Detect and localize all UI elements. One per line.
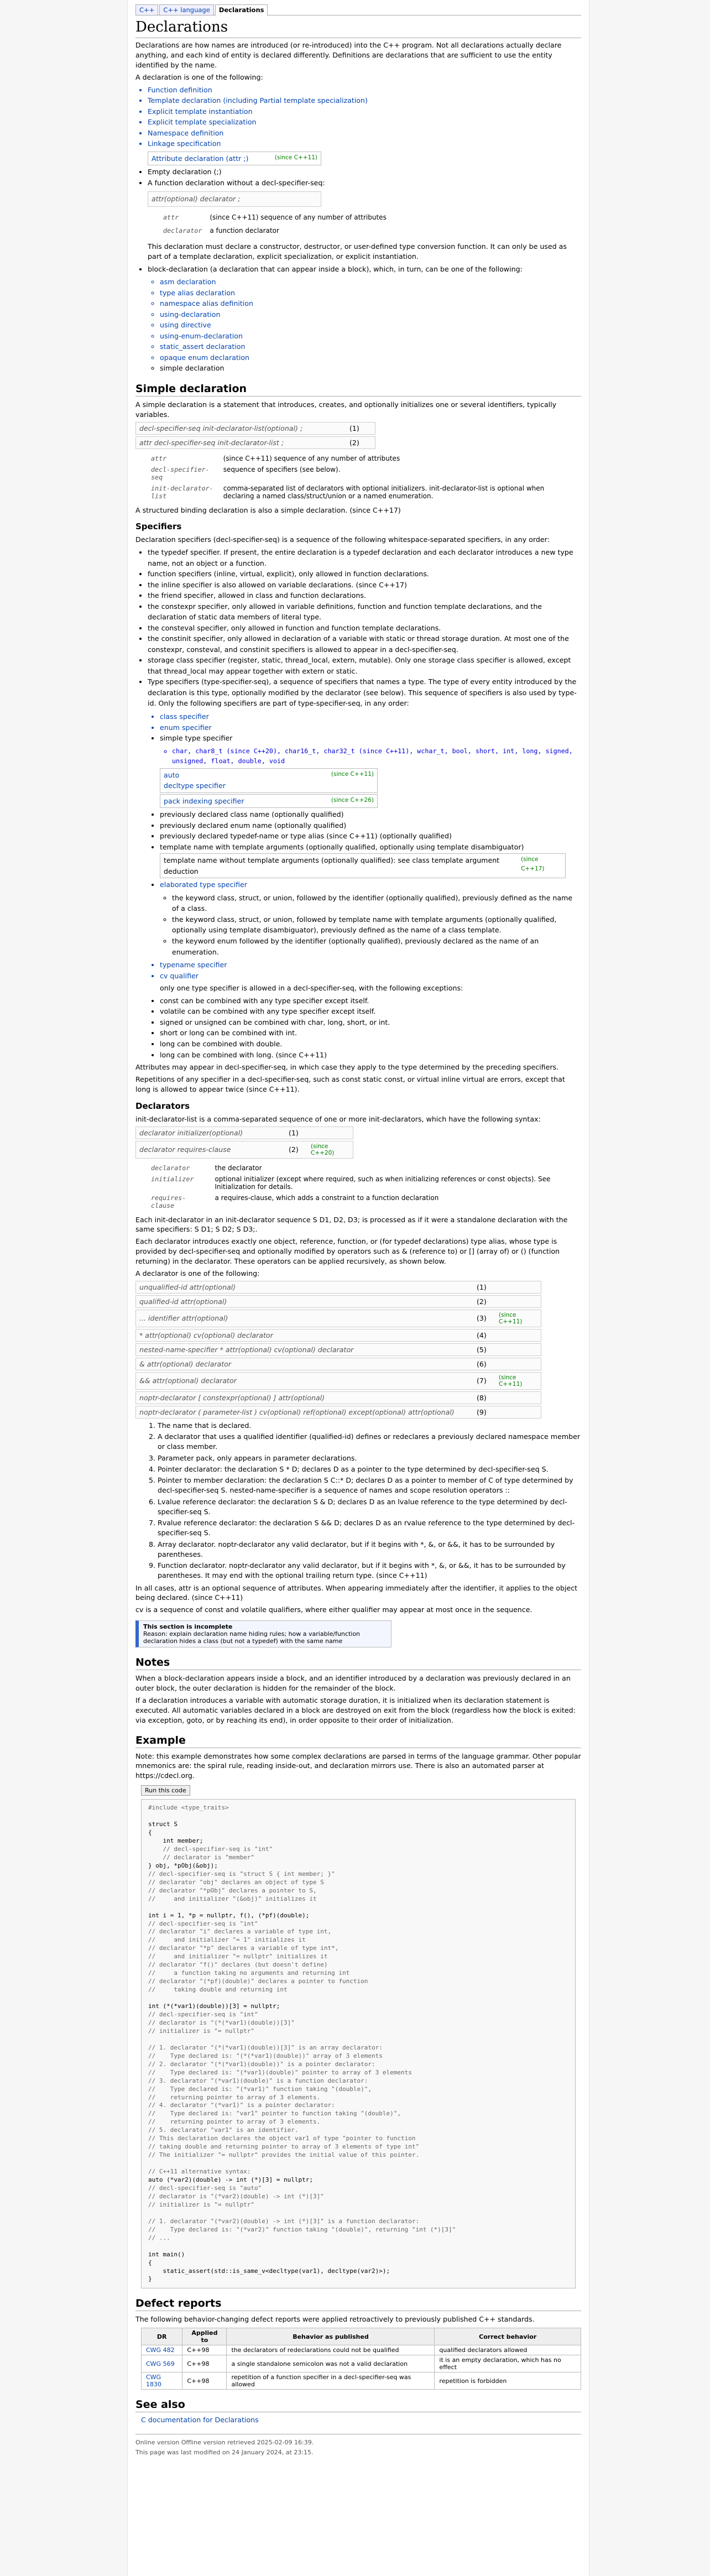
code-line <box>148 1812 568 1821</box>
type-specifier-exceptions <box>135 995 581 1060</box>
code-line: // declarator "f()" declares (but doesn't define) <box>148 1961 328 1969</box>
init-declarator-processing: Each init-declarator in an init-declarator sequence S D1, D2, D3; is processed as if it were a standalone declaration with the same specifiers: S D1; S D2; S D3;. <box>135 1215 568 1234</box>
declarator-explanation: 9. Function declarator. noptr-declarator any valid declarator, but if it begins with *, &, or &&, it has to be surrounded by parentheses. It may end with the optional trailing return type. (since C++11) <box>158 1561 581 1581</box>
declarator-def-desc: a requires-clause, which adds a constraint to a function declaration <box>215 1193 439 1202</box>
code-line: // This declaration declares the object var1 of type "pointer to function <box>148 2135 416 2142</box>
code-line: // a function taking no arguments and returning int <box>148 1969 350 1977</box>
code-line: // and initializer "(&obj)" initializes it <box>148 1895 317 1902</box>
simple-type-specifier: • simple type specifier ◦ char, char8_t (since C++20), char16_t, char32_t (since C++11), wchar_t, bool, short, int, long, signed, unsigned, float, double, void <box>160 733 581 766</box>
defect-cell: C++98 <box>182 2355 227 2372</box>
code-line: // declarator "i" declares a variable of type int, <box>148 1928 332 1936</box>
code-line: // 4. declarator "(*var1)" is a pointer declarator: <box>148 2102 335 2109</box>
class-specifier-link[interactable]: • class specifier <box>160 711 581 722</box>
code-line: // and initializer "= 1" initializes it <box>148 1936 306 1944</box>
declarator-form-row-text: qualified-id attr(optional) <box>139 1297 227 1306</box>
code-line: // Type declared is: "(*var2)" function taking "(double)", returning "int (*)[3]" <box>148 2225 456 2233</box>
declarators-intro: init-declarator-list is a comma-separated sequence of one or more init-declarators, which have the following syntax: <box>135 1114 541 1123</box>
code-line: // decl-specifier-seq is "int" <box>148 1845 273 1853</box>
declarator-form-row <box>135 1281 541 1294</box>
declarator-form-row-text: nested-name-specifier * attr(optional) cv(optional) declarator <box>139 1345 354 1354</box>
declarator-form-row-text: noptr-declarator [ constexpr(optional) ] attr(optional) <box>139 1393 325 1402</box>
declarator-form-row-text: ... identifier attr(optional) <box>139 1314 228 1323</box>
defect-cell: qualified declarators allowed <box>435 2345 581 2355</box>
code-line: // 2. declarator "(*(*var1)(double))" is a pointer declarator: <box>148 2060 375 2068</box>
block-declaration-kind[interactable]: ◦ static_assert declaration <box>160 341 581 352</box>
code-line <box>148 1994 568 2003</box>
declaration-kind-link[interactable]: • Explicit template instantiation <box>148 106 581 117</box>
block-declaration-list <box>148 277 581 374</box>
block-declaration-kind[interactable]: ◦ using-enum-declaration <box>160 331 581 342</box>
defect-cell: C++98 <box>182 2372 227 2390</box>
code-line: // decl-specifier-seq is "auto" <box>148 2184 262 2192</box>
init-declarator-syntax-row-text: declarator requires-clause <box>139 1145 231 1154</box>
declarator-form-row <box>135 1358 541 1370</box>
declarator-form-row-since: (since C++11) <box>499 1311 523 1325</box>
specifier-item: • the consteval specifier, only allowed in function and function template declarations. <box>148 623 581 634</box>
simple-type-keywords: ◦ char, char8_t (since C++20), char16_t, char32_t (since C++11), wchar_t, bool, short, int, long, signed, unsigned, float, double, void <box>172 746 581 766</box>
code-line: // declarator "obj" declares an object of type S <box>148 1878 324 1886</box>
defect-cell: repetition of a function specifier in a decl-specifier-seq was allowed <box>227 2372 435 2390</box>
example-intro: Note: this example demonstrates how some complex declarations are parsed in terms of the language grammar. Other popular mnemonics are: the spiral rule, reading inside-out, and declaration mirrors use. There is also an automated parser at https://cdecl.org. <box>135 1751 581 1780</box>
declarator-def-row <box>148 1193 580 1211</box>
declarator-form-row <box>135 1343 541 1356</box>
declaration-kinds-list <box>135 85 581 149</box>
attr-note: In all cases, attr is an optional sequence of attributes. When appearing immediately after the identifier, it applies to the object being declared. (since C++11) <box>135 1583 578 1602</box>
declarator-form-row-number: (9) <box>477 1407 487 1416</box>
defect-cell: it is an empty declaration, which has no effect <box>435 2355 581 2372</box>
code-line: struct S <box>148 1821 178 1828</box>
init-declarator-syntax-row <box>135 1141 353 1159</box>
example-code-block <box>141 1799 576 2288</box>
code-line: // Type declared is: "(*(*var1)(double))" array of 3 elements <box>148 2052 383 2059</box>
cv-qualifier-link[interactable]: • cv qualifier <box>160 971 581 982</box>
structured-binding-note: A structured binding declaration is also a simple declaration. (since C++17) <box>135 505 401 514</box>
enum-specifier-link[interactable]: • enum specifier <box>160 722 581 733</box>
declarator-def-desc: the declarator <box>215 1164 262 1172</box>
type-specifier-exception: • short or long can be combined with int. <box>160 1028 581 1039</box>
function-declaration-syntax: attr(optional) declarator ; <box>148 191 321 207</box>
tab-cpp-language[interactable]: C++ language <box>159 4 214 15</box>
code-line: // 1. declarator "(*(*var1)(double))[3]" is an array declarator: <box>148 2043 383 2051</box>
code-line: // 3. declarator "(*var1)(double)" is a function declarator: <box>148 2077 368 2084</box>
declarator-form-row <box>135 1391 541 1404</box>
type-specifier-exception: • long can be combined with long. (since C++11) <box>160 1050 581 1061</box>
code-line: // declarator is "(*var2)(double) -> int (*)[3]" <box>148 2192 324 2200</box>
code-line: // decl-specifier-seq is "int" <box>148 1920 258 1927</box>
init-declarator-defs <box>147 1162 581 1212</box>
block-declaration-item: • block-declaration (a declaration that can appear inside a block), which, in turn, can be one of the following: ◦ asm declaration ◦ type alias declaration ◦ namespace alias definition ◦ using-declaration ◦ using directive ◦ using-enum-declaration ◦ static_assert declaration ◦ opaque enum declaration ◦ simple declaration <box>148 264 581 374</box>
page-title: Declarations <box>135 19 581 38</box>
incomplete-section-notice: This section is incomplete Reason: explain declaration name hiding rules; how a variable/function declaration hides a class (but not a typedef) with the same name <box>135 1620 391 1647</box>
code-line: // decl-specifier-seq is "int" <box>148 2010 258 2018</box>
type-specifier-list <box>135 711 581 981</box>
defect-cell: C++98 <box>182 2345 227 2355</box>
code-line <box>148 1904 568 1912</box>
specifier-item: • the inline specifier is also allowed on variable declarations. (since C++17) <box>148 580 581 591</box>
declarator-forms-lead: A declarator is one of the following: <box>135 1269 260 1277</box>
page-footer <box>135 2434 581 2457</box>
code-line: auto (*var2)(double) -> int (*)[3] = nullptr; <box>148 2176 314 2184</box>
declarator-form-row-text: & attr(optional) declarator <box>139 1359 232 1368</box>
footer-modified: This page was last modified on 24 January 2024, at 23:15. <box>135 2448 314 2456</box>
code-line: // returning pointer to array of 3 elements. <box>148 2093 321 2101</box>
declarator-form-row <box>135 1406 541 1419</box>
specifier-item: • the typedef specifier. If present, the entire declaration is a typedef declaration and each declarator introduces a new type name, not an object or a function. <box>148 547 581 569</box>
elaborated-specifier-item: ◦ the keyword enum followed by the identifier (optionally qualified), previously declared as the name of an enumeration. <box>172 936 581 957</box>
defect-header-cell: Behavior as published <box>227 2328 435 2345</box>
defect-id-link[interactable]: CWG 1830 <box>142 2372 182 2390</box>
code-line: // initializer is "= nullptr" <box>148 2200 255 2208</box>
declarator-form-row-number: (2) <box>477 1297 487 1306</box>
block-declaration-kind[interactable]: ◦ asm declaration <box>160 277 581 288</box>
tab-cpp[interactable]: C++ <box>135 4 158 15</box>
declarator-explanation: 1. The name that is declared. <box>158 1421 581 1431</box>
defect-cell: a single standalone semicolon was not a valid declaration <box>227 2355 435 2372</box>
specifier-item: • the friend specifier, allowed in class and function declarations. <box>148 590 581 601</box>
specifier-item: • function specifiers (inline, virtual, explicit), only allowed in function declarations. <box>148 569 581 580</box>
defect-reports-intro: The following behavior-changing defect reports were applied retroactively to previously published C++ standards. <box>135 2315 535 2324</box>
specifiers-intro: Declaration specifiers (decl-specifier-seq) is a sequence of the following whitespace-separated specifiers, in any order: <box>135 535 550 544</box>
see-also-heading: See also <box>135 2398 581 2412</box>
code-line: // The initializer "= nullptr" provides the initial value of this pointer. <box>148 2151 420 2159</box>
declarator-form-row <box>135 1329 541 1342</box>
c-documentation-link[interactable]: C documentation for Declarations <box>141 2416 259 2424</box>
declaration-kind-link[interactable]: • Function definition <box>148 85 581 96</box>
code-line: } obj, *pObj(&obj); <box>148 1861 218 1869</box>
declarator-form-row-since: (since C++11) <box>499 1374 523 1388</box>
init-declarator-syntax-row-number: (2) <box>289 1145 299 1154</box>
defect-reports-table <box>141 2328 581 2390</box>
declarator-explanation: 2. A declarator that uses a qualified identifier (qualified-id) defines or redeclares a previously declared namespace member or class member. <box>158 1432 581 1452</box>
defect-row <box>142 2355 581 2372</box>
defect-cell: the declarators of redeclarations could not be qualified <box>227 2345 435 2355</box>
specifier-item: • the constinit specifier, only allowed in declaration of a variable with static or thread storage duration. At most one of the constexpr, consteval, and constinit specifiers is allowed to appear in a decl-specifier-seq. <box>148 633 581 655</box>
specifier-item: • storage class specifier (register, static, thread_local, extern, mutable). Only one storage class specifier is allowed, except that thread_local may appear together with extern or static. <box>148 655 581 676</box>
defect-reports-heading: Defect reports <box>135 2297 581 2311</box>
code-line: // Type declared is: "(*var1)(double)" pointer to array of 3 elements <box>148 2068 412 2076</box>
code-line: // and initializer "= nullptr" initializes it <box>148 1953 328 1960</box>
template-name-no-args: template name without template arguments (optionally qualified): see class template argument deduction (since C++17) <box>160 853 566 878</box>
repetitions-note: Repetitions of any specifier in a decl-specifier-seq, such as const static const, or virtual inline virtual are errors, except that long is allowed to appear twice (since C++11). <box>135 1075 565 1093</box>
code-line <box>148 2209 568 2218</box>
declaration-kind-link[interactable]: • Linkage specification <box>148 138 581 149</box>
intro-paragraph: Declarations are how names are introduced (or re-introduced) into the C++ program. Not all declarations actually declare anything, and each kind of entity is declared differently. Definitions are declarations that are sufficient to use the entity identified by the name. <box>135 41 562 69</box>
declarator-introduces: Each declarator introduces exactly one object, reference, function, or (for typedef declarations) type alias, whose type is provided by decl-specifier-seq and optionally modified by operators such as & (reference to) or [] (array of) or () (function returning) in the declarator. These operators can be applied recursively, as shown below. <box>135 1237 560 1266</box>
declarator-form-row-text: * attr(optional) cv(optional) declarator <box>139 1331 273 1339</box>
template-name-with-args: • template name with template arguments (optionally qualified, optionally using template disambiguator) <box>160 842 581 853</box>
simple-syntax-2: attr decl-specifier-seq init-declarator-list ; (2) <box>135 436 375 449</box>
declarator-form-row-number: (4) <box>477 1331 487 1339</box>
notes-p2: If a declaration introduces a variable with automatic storage duration, it is initialized when its declaration statement is executed. All automatic variables declared in a block are destroyed on exit from the block (regardless how the block is exited: via exception, goto, or by reaching its end), in order opposite to their order of initialization. <box>135 1696 576 1724</box>
block-declaration-kind[interactable]: ◦ opaque enum declaration <box>160 352 581 363</box>
attributes-note: Attributes may appear in decl-specifier-seq, in which case they apply to the type determined by the preceding specifiers. <box>135 1063 559 1072</box>
specifier-item: • Type specifiers (type-specifier-seq), a sequence of specifiers that names a type. The type of every entity introduced by the declaration is this type, optionally modified by the declarator (see below). This sequence of specifiers is also used by type-id. Only the following specifiers are part of type-specifier-seq, in any order: <box>148 676 581 709</box>
specifier-item: • the constexpr specifier, only allowed in variable definitions, function and function template declarations, and the declaration of static data members of literal type. <box>148 601 581 623</box>
declarator-def-row <box>148 1163 580 1173</box>
code-line: // declarator is "member" <box>148 1853 255 1861</box>
code-line: // returning pointer to array of 3 elements. <box>148 2118 321 2126</box>
intro-list-lead: A declaration is one of the following: <box>135 72 263 81</box>
declarator-form-row-number: (7) <box>477 1376 487 1385</box>
notes-p1: When a block-declaration appears inside a block, and an identifier introduced by a declaration was previously declared in an outer block, the outer declaration is hidden for the remainder of the block. <box>135 1674 571 1693</box>
breadcrumb-tabs <box>135 2 581 15</box>
typename-specifier-link[interactable]: • typename specifier <box>160 960 581 971</box>
declarator-form-row-text: noptr-declarator ( parameter-list ) cv(optional) ref(optional) except(optional) attr(optional) <box>139 1407 455 1416</box>
code-line: // declarator is "(*(*var1)(double))[3]" <box>148 2019 295 2026</box>
code-line: { <box>148 2259 152 2266</box>
init-declarator-syntax-row-since: (since C++20) <box>311 1143 335 1156</box>
declarator-def-term: requires-clause <box>151 1193 186 1209</box>
code-line: { <box>148 1829 152 1837</box>
function-declaration-item: • A function declaration without a decl-specifier-seq: attr(optional) declarator ; attr (since C++11) sequence of any number of attributes declarator a function declarator This declaration must declare a constructor, destructor, or user-defined type conversion function. It can only be used as part of a template declaration, explicit specialization, or explicit instantiation. <box>148 178 581 262</box>
empty-declaration-item: • Empty declaration (;) <box>148 166 581 178</box>
code-line: static_assert(std::is_same_v<decltype(var1), decltype(var2)>); <box>148 2267 390 2275</box>
declaration-kinds-extra <box>135 152 581 374</box>
code-line: // 5. declarator "var1" is an identifier. <box>148 2126 299 2134</box>
example-heading: Example <box>135 1734 581 1748</box>
declarator-explanation: 6. Lvalue reference declarator: the declaration S & D; declares D as an lvalue reference to the type determined by decl-specifier-seq S. <box>158 1497 581 1518</box>
type-specifier-exception: • const can be combined with any type specifier except itself. <box>160 995 581 1007</box>
declarator-form-row-number: (5) <box>477 1345 487 1354</box>
code-line: // taking double and returning int <box>148 1986 288 1994</box>
block-declaration-kind[interactable]: ◦ using-declaration <box>160 309 581 320</box>
defect-cell: repetition is forbidden <box>435 2372 581 2390</box>
function-declaration-note: This declaration must declare a constructor, destructor, or user-defined type conversion function. It can only be used as part of a template declaration, explicit specialization, or explicit instantiation. <box>148 242 567 260</box>
init-declarator-syntax <box>135 1127 581 1159</box>
defect-header-cell: DR <box>142 2328 182 2345</box>
code-line: // declarator "*pObj" declares a pointer to S, <box>148 1886 317 1894</box>
tab-declarations[interactable]: Declarations <box>215 4 268 15</box>
declaration-kind-link[interactable]: • Template declaration (including Partial template specialization) <box>148 95 581 106</box>
block-declaration-kind: ◦ simple declaration <box>160 363 581 374</box>
pack-indexing-specifier: pack indexing specifier (since C++26) <box>160 794 378 809</box>
declarator-def-term: initializer <box>151 1175 194 1183</box>
code-line: // initializer is "= nullptr" <box>148 2027 255 2035</box>
only-one-type-specifier: only one type specifier is allowed in a decl-specifier-seq, with the following exceptions: <box>160 984 463 993</box>
simple-declaration-defs: attr (since C++11) sequence of any number of attributes decl-specifier-seq sequence of specifiers (see below). init-declarator-list comma-separated list of declarators with optional initializers. init-declarator-list is optional when declaring a named class/struct/union or a named enumeration. <box>151 454 545 500</box>
init-declarator-syntax-row-number: (1) <box>289 1128 299 1137</box>
code-line: // ... <box>148 2234 170 2241</box>
simple-declaration-heading: Simple declaration <box>135 383 581 397</box>
prev-typedef-name: • previously declared typedef-name or type alias (since C++11) (optionally qualified) <box>160 831 581 842</box>
init-declarator-syntax-row-text: declarator initializer(optional) <box>139 1128 243 1137</box>
attribute-declaration-item: Attribute declaration (attr ;) (since C++11) <box>148 152 321 166</box>
elaborated-specifier-item: ◦ the keyword class, struct, or union, followed by template name with template arguments (optionally qualified, optionally using template disambiguator), previously defined as the name of a class template. <box>172 914 581 936</box>
type-specifier-exception: • volatile can be combined with any type specifier except itself. <box>160 1006 581 1017</box>
code-line: // Type declared is: "(*var1)" function taking "(double)", <box>148 2085 372 2093</box>
declarator-form-row-number: (6) <box>477 1359 487 1368</box>
prev-class-name: • previously declared class name (optionally qualified) <box>160 809 581 820</box>
declaration-kind-link[interactable]: • Explicit template specialization <box>148 117 581 128</box>
code-line: // declarator "*p" declares a variable of type int*, <box>148 1944 339 1952</box>
type-specifier-exception: • long can be combined with double. <box>160 1039 581 1050</box>
declarator-def-desc: optional initializer (except where required, such as when initializing references or const objects). See Initialization for details. <box>215 1175 551 1191</box>
declarator-explanation: 7. Rvalue reference declarator: the declaration S && D; declares D as an rvalue reference to the type determined by decl-specifier-seq S. <box>158 1518 581 1539</box>
declarators-heading: Declarators <box>135 1101 190 1111</box>
code-line: // declarator "(*pf)(double)" declares a pointer to function <box>148 1978 368 1985</box>
code-line: int main() <box>148 2250 185 2258</box>
code-line: int (*(*var1)(double))[3] = nullptr; <box>148 2003 280 2010</box>
code-line <box>148 2243 568 2251</box>
code-line: // Type declared is: "var1" pointer to function taking "(double)", <box>148 2110 401 2118</box>
auto-specifier: auto decltype specifier (since C++11) <box>160 768 378 793</box>
declarator-explanation: 8. Array declarator. noptr-declarator any valid declarator, but if it begins with *, &, or &&, it has to be surrounded by parentheses. <box>158 1540 581 1560</box>
block-declaration-kind[interactable]: ◦ namespace alias definition <box>160 298 581 309</box>
declarator-form-row-number: (3) <box>477 1314 487 1323</box>
declarator-form-row-number: (1) <box>477 1282 487 1291</box>
block-declaration-kind[interactable]: ◦ using directive <box>160 320 581 331</box>
code-line <box>148 2036 568 2044</box>
code-line: // taking double and returning pointer to array of 3 elements of type int" <box>148 2143 420 2151</box>
declarator-explanation: 3. Parameter pack, only appears in parameter declarations. <box>158 1453 581 1463</box>
run-code-button[interactable]: Run this code <box>141 1785 190 1796</box>
type-specifier-exception: • signed or unsigned can be combined with char, long, short, or int. <box>160 1017 581 1028</box>
declarator-def-row <box>148 1174 580 1192</box>
init-declarator-syntax-row <box>135 1127 353 1139</box>
elaborated-specifier-item: ◦ the keyword class, struct, or union, followed by the identifier (optionally qualified), previously defined as the name of a class. <box>172 893 581 914</box>
declaration-kind-link[interactable]: • Namespace definition <box>148 128 581 139</box>
declarator-form-row-text: && attr(optional) declarator <box>139 1376 237 1385</box>
cv-note: cv is a sequence of const and volatile qualifiers, where either qualifier may appear at most once in the sequence. <box>135 1605 532 1614</box>
declarator-explanations <box>135 1421 581 1581</box>
code-line: } <box>148 2275 152 2283</box>
declarator-explanation: 5. Pointer to member declaration: the declaration S C::* D; declares D as a pointer to member of C of type determined by decl-specifier-seq S. nested-name-specifier is a sequence of names and scope resolution operators :: <box>158 1475 581 1496</box>
defect-row <box>142 2345 581 2355</box>
code-line: int i = 1, *p = nullptr, f(), (*pf)(double); <box>148 1911 310 1919</box>
prev-enum-name: • previously declared enum name (optionally qualified) <box>160 820 581 831</box>
code-line <box>148 2160 568 2168</box>
code-line: // decl-specifier-seq is "struct S { int member; }" <box>148 1870 335 1878</box>
specifiers-heading: Specifiers <box>135 522 182 532</box>
defect-id-link[interactable]: CWG 482 <box>142 2345 182 2355</box>
defect-header-cell: Applied to <box>182 2328 227 2345</box>
declarator-form-row <box>135 1295 541 1308</box>
declarator-explanation: 4. Pointer declarator: the declaration S * D; declares D as a pointer to the type determined by decl-specifier-seq S. <box>158 1464 581 1474</box>
declarator-def-term: declarator <box>151 1164 190 1172</box>
notes-heading: Notes <box>135 1656 581 1670</box>
defect-row <box>142 2372 581 2390</box>
defect-id-link[interactable]: CWG 569 <box>142 2355 182 2372</box>
defect-header-row <box>142 2328 581 2345</box>
simple-syntax-1: decl-specifier-seq init-declarator-list(optional) ; (1) <box>135 422 375 435</box>
elaborated-type-specifier: • elaborated type specifier ◦ the keyword class, struct, or union, followed by the identifier (optionally qualified), previously defined as the name of a class. ◦ the keyword class, struct, or union, followed by template name with template arguments (optionally qualified, optionally using template disambiguator), previously defined as the name of a class template. ◦ the keyword enum followed by the identifier (optionally qualified), previously declared as the name of an enumeration. <box>160 879 581 957</box>
specifiers-list <box>135 547 581 709</box>
declarator-forms <box>135 1281 581 1419</box>
code-line: // C++11 alternative syntax: <box>148 2168 251 2176</box>
page <box>127 0 589 2576</box>
declarator-form-row-text: unqualified-id attr(optional) <box>139 1282 236 1291</box>
declarator-form-row <box>135 1372 541 1390</box>
simple-declaration-intro: A simple declaration is a statement that introduces, creates, and optionally initializes one or several identifiers, typically variables. <box>135 400 557 419</box>
defect-header-cell: Correct behavior <box>435 2328 581 2345</box>
footer-version: Online version Offline version retrieved 2025-02-09 16:39. <box>135 2439 314 2447</box>
block-declaration-kind[interactable]: ◦ type alias declaration <box>160 288 581 299</box>
function-declaration-defs: attr (since C++11) sequence of any number of attributes declarator a function declarator <box>163 213 387 235</box>
declarator-form-row <box>135 1310 541 1327</box>
code-line: #include <type_traits> <box>148 1804 229 1812</box>
code-line: int member; <box>148 1837 203 1844</box>
code-line: // 1. declarator "(*var2)(double) -> int (*)[3]" is a function declarator: <box>148 2217 420 2225</box>
declarator-form-row-number: (8) <box>477 1393 487 1402</box>
